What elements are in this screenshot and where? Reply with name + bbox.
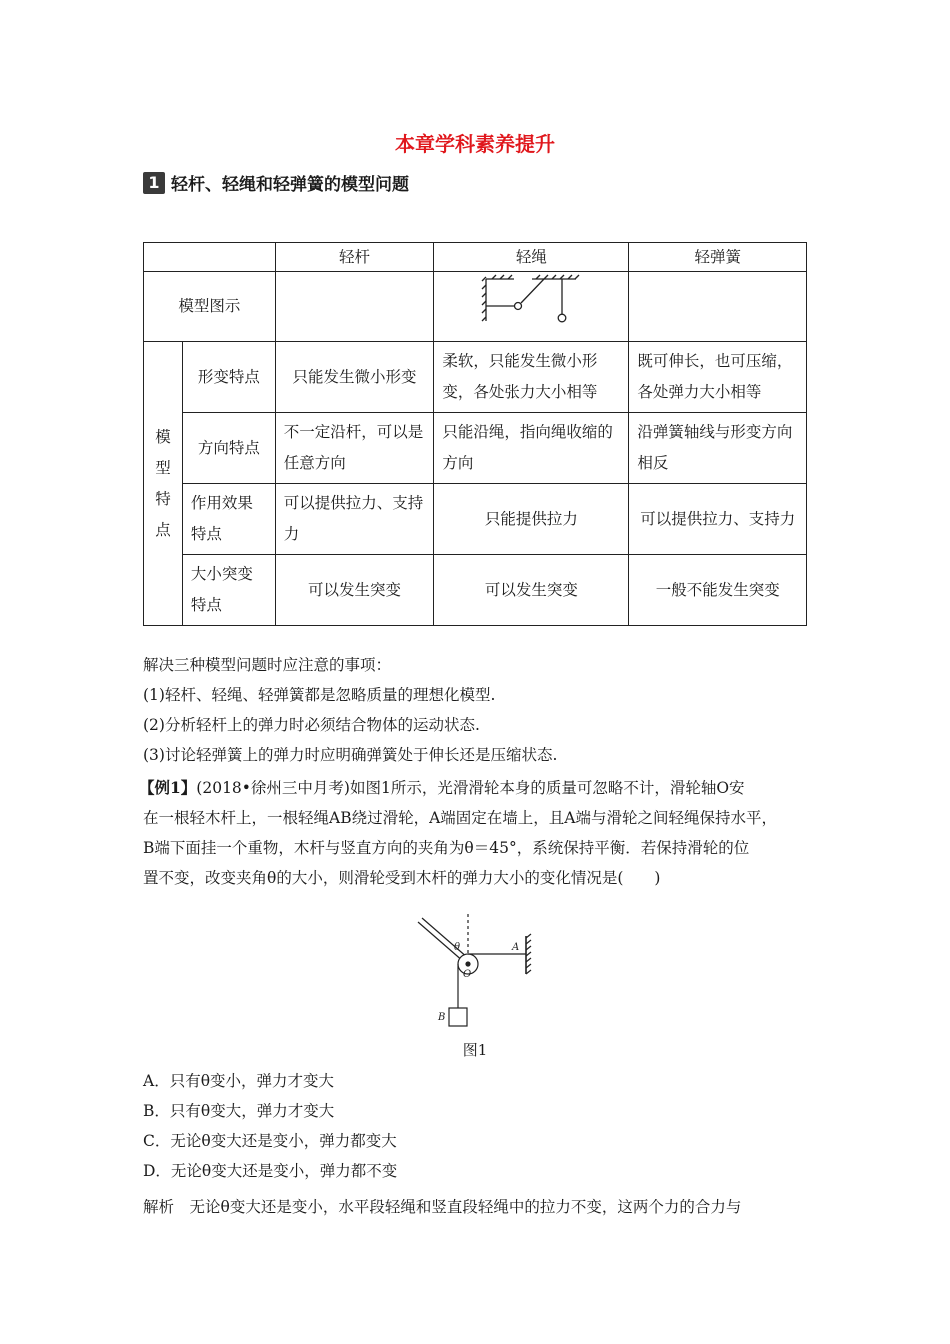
example-block bbox=[139, 773, 809, 893]
rope-diagram-image bbox=[434, 272, 628, 330]
row-label: 方向特点 bbox=[182, 413, 275, 484]
table-row bbox=[144, 413, 807, 484]
figure-label-theta: θ bbox=[454, 942, 461, 953]
cell-spring: 一般不能发生突变 bbox=[629, 555, 807, 626]
figure-label-b: B bbox=[438, 1012, 446, 1023]
cell-spring: 沿弹簧轴线与形变方向相反 bbox=[629, 413, 807, 484]
group-label-char: 特 bbox=[155, 489, 171, 508]
group-label-char: 模 bbox=[155, 427, 171, 446]
analysis-text: 解析 无论θ变大还是变小，水平段轻绳和竖直段轻绳中的拉力不变，这两个力的合力与 bbox=[143, 1198, 742, 1216]
header-spring: 轻弹簧 bbox=[629, 243, 807, 272]
row-label-model: 模型图示 bbox=[144, 272, 276, 342]
cell-rope: 可以发生突变 bbox=[434, 555, 629, 626]
cell-rope: 只能沿绳，指向绳收缩的方向 bbox=[434, 413, 629, 484]
option-b: B．只有θ变大，弹力才变大 bbox=[143, 1102, 335, 1120]
section-number: 1 bbox=[143, 172, 165, 194]
row-label: 大小突变特点 bbox=[182, 555, 275, 626]
table-header-row bbox=[144, 243, 807, 272]
table-row bbox=[144, 272, 807, 342]
example-line: B端下面挂一个重物，木杆与竖直方向的夹角为θ＝45°，系统保持平衡．若保持滑轮的位 bbox=[143, 839, 750, 857]
model-table bbox=[143, 242, 807, 626]
section-title: 轻杆、轻绳和轻弹簧的模型问题 bbox=[171, 175, 409, 195]
example-line: 在一根轻木杆上，一根轻绳AB绕过滑轮，A端固定在墙上，且A端与滑轮之间轻绳保持水平， bbox=[143, 809, 777, 827]
cell-rod: 可以发生突变 bbox=[275, 555, 434, 626]
cell-spring: 既可伸长，也可压缩，各处弹力大小相等 bbox=[629, 342, 807, 413]
header-rod: 轻杆 bbox=[275, 243, 434, 272]
figure-label-o: O bbox=[463, 969, 472, 980]
table-corner bbox=[144, 243, 276, 272]
header-rope: 轻绳 bbox=[434, 243, 629, 272]
group-label-char: 型 bbox=[155, 458, 171, 477]
cell-rod-diagram bbox=[275, 272, 434, 342]
option-d: D．无论θ变大还是变小，弹力都不变 bbox=[143, 1162, 398, 1180]
cell-spring: 可以提供拉力、支持力 bbox=[629, 484, 807, 555]
group-label-char: 点 bbox=[155, 520, 171, 539]
notes-intro: 解决三种模型问题时应注意的事项： bbox=[143, 656, 392, 674]
example-line: 置不变，改变夹角θ的大小，则滑轮受到木杆的弹力大小的变化情况是( ) bbox=[143, 869, 661, 887]
option-a: A．只有θ变小，弹力才变大 bbox=[143, 1072, 335, 1090]
table-row bbox=[144, 342, 807, 413]
options-list bbox=[143, 1066, 813, 1186]
note-item: (2)分析轻杆上的弹力时必须结合物体的运动状态. bbox=[143, 716, 480, 734]
row-label: 形变特点 bbox=[182, 342, 275, 413]
option-c: C．无论θ变大还是变小，弹力都变大 bbox=[143, 1132, 397, 1150]
page-title: 本章学科素养提升 bbox=[395, 132, 555, 156]
notes-block bbox=[143, 650, 813, 770]
pulley-figure bbox=[408, 912, 548, 1034]
note-item: (3)讨论轻弹簧上的弹力时应明确弹簧处于伸长还是压缩状态. bbox=[143, 746, 558, 764]
cell-rod: 不一定沿杆，可以是任意方向 bbox=[275, 413, 434, 484]
table-row bbox=[144, 484, 807, 555]
cell-spring-diagram bbox=[629, 272, 807, 342]
section-heading bbox=[143, 170, 409, 195]
cell-rope-diagram bbox=[434, 272, 629, 342]
figure-caption: 图1 bbox=[462, 1041, 488, 1059]
table-row bbox=[144, 555, 807, 626]
cell-rope: 柔软，只能发生微小形变，各处张力大小相等 bbox=[434, 342, 629, 413]
example-line: (2018•徐州三中月考)如图1所示，光滑滑轮本身的质量可忽略不计，滑轮轴O安 bbox=[196, 779, 745, 797]
group-label bbox=[144, 342, 183, 626]
cell-rod: 可以提供拉力、支持力 bbox=[275, 484, 434, 555]
cell-rod: 只能发生微小形变 bbox=[275, 342, 434, 413]
note-item: (1)轻杆、轻绳、轻弹簧都是忽略质量的理想化模型. bbox=[143, 686, 496, 704]
cell-rope: 只能提供拉力 bbox=[434, 484, 629, 555]
example-tag: 【例1】 bbox=[139, 778, 197, 797]
figure-label-a: A bbox=[512, 942, 520, 953]
row-label: 作用效果特点 bbox=[182, 484, 275, 555]
